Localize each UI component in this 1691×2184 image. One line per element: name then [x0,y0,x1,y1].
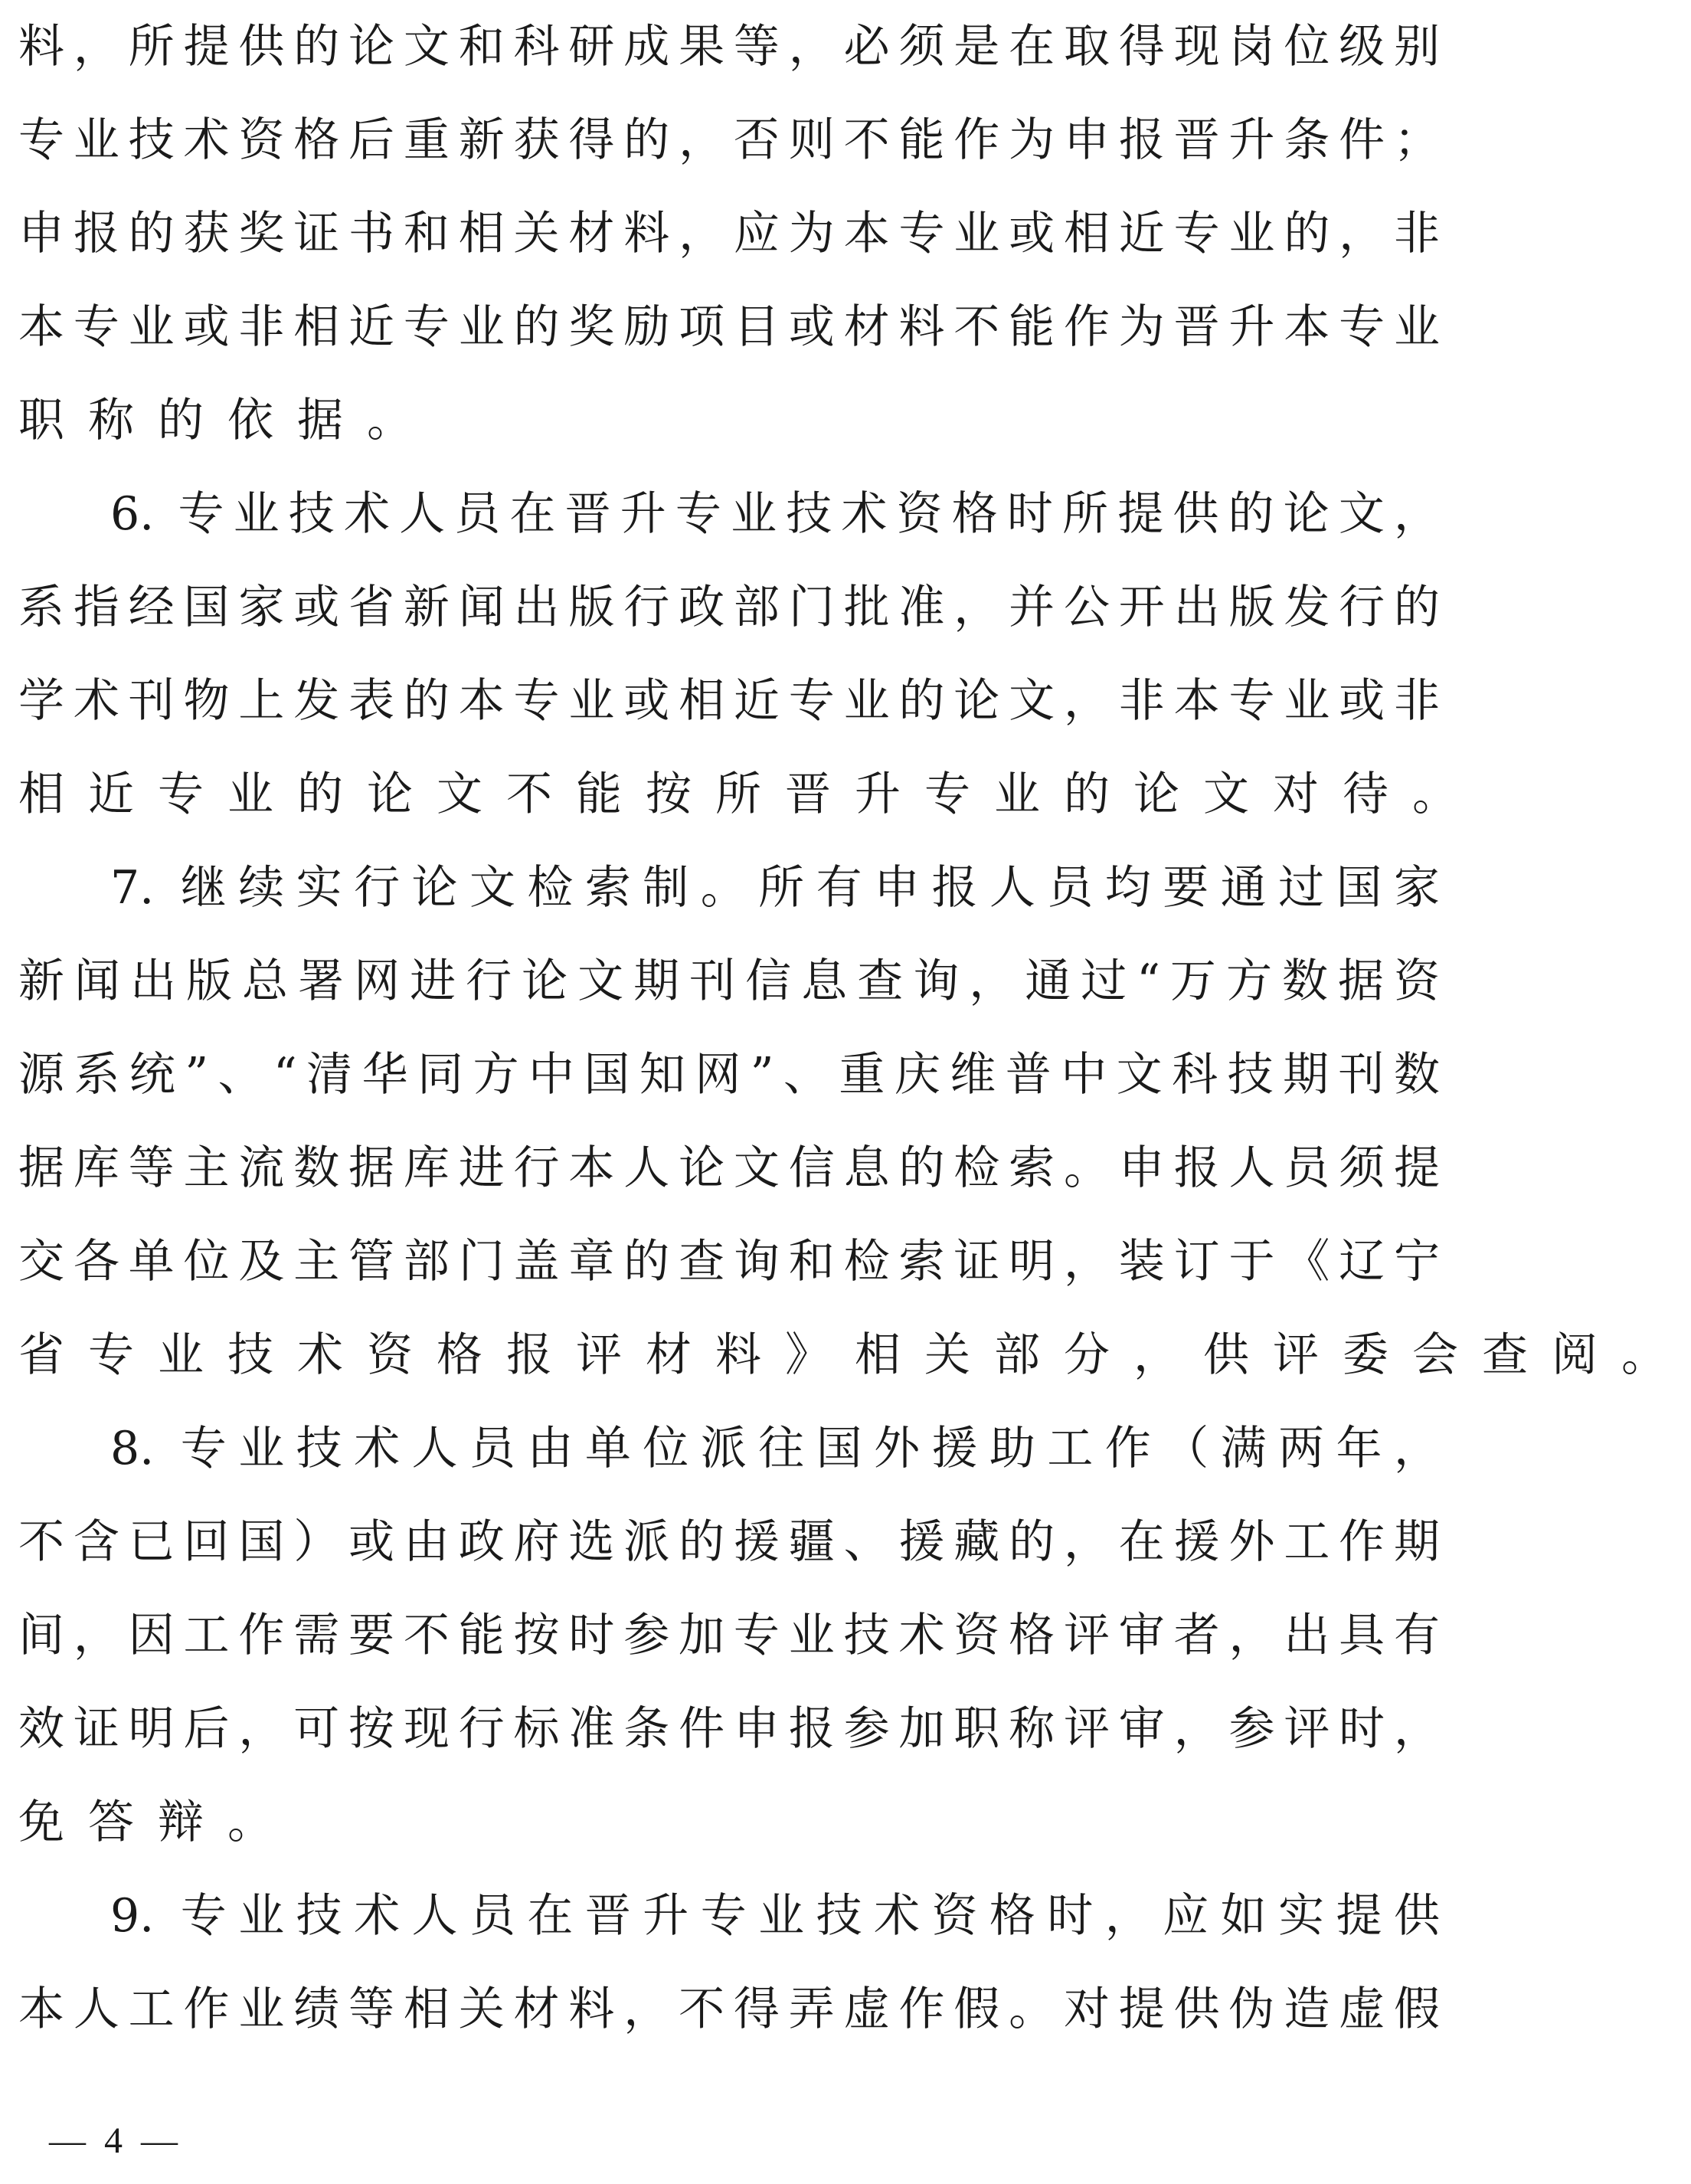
text-line: 源系统”、“清华同方中国知网”、重庆维普中文科技期刊数 [18,1048,1440,1102]
page-footer [49,2114,178,2168]
text-line: 系指经国家或省新闻出版行政部门批准，并公开出版发行的 [18,581,1440,634]
text-line: 间，因工作需要不能按时参加专业技术资格评审者，出具有 [18,1609,1440,1662]
text-line: 免答辩。 [18,1796,297,1849]
text-line: 9. 专业技术人员在晋升专业技术资格时，应如实提供 [110,1889,1440,1943]
text-line: 专业技术资格后重新获得的，否则不能作为申报晋升条件； [18,113,1440,167]
text-line: 本专业或非相近专业的奖励项目或材料不能作为晋升本专业 [18,300,1440,354]
text-line: 不含已回国）或由政府选派的援疆、援藏的，在援外工作期 [18,1515,1440,1569]
text-line: 职称的依据。 [18,394,437,447]
text-line: 本人工作业绩等相关材料，不得弄虚作假。对提供伪造虚假 [18,1983,1440,2036]
text-line: 8. 专业技术人员由单位派往国外援助工作（满两年， [110,1422,1440,1475]
text-line: 料，所提供的论文和科研成果等，必须是在取得现岗位级别 [18,20,1440,74]
text-line: 据库等主流数据库进行本人论文信息的检索。申报人员须提 [18,1141,1440,1195]
text-line: 申报的获奖证书和相关材料，应为本专业或相近专业的，非 [18,207,1440,260]
text-line: 7. 继续实行论文检索制。所有申报人员均要通过国家 [110,861,1440,915]
footer-dash-right: — [141,2120,178,2161]
text-line: 交各单位及主管部门盖章的查询和检索证明，装订于《辽宁 [18,1235,1440,1288]
text-line: 省专业技术资格报评材料》相关部分，供评委会查阅。 [18,1328,1691,1382]
text-line: 6. 专业技术人员在晋升专业技术资格时所提供的论文， [110,487,1440,541]
footer-dash-left: — [49,2120,86,2161]
text-line: 学术刊物上发表的本专业或相近专业的论文，非本专业或非 [18,674,1440,728]
text-line: 效证明后，可按现行标准条件申报参加职称评审，参评时， [18,1702,1440,1756]
page-number: 4 [104,2120,123,2161]
text-line: 相近专业的论文不能按所晋升专业的论文对待。 [18,768,1482,821]
text-line: 新闻出版总署网进行论文期刊信息查询，通过“万方数据资 [18,954,1440,1008]
